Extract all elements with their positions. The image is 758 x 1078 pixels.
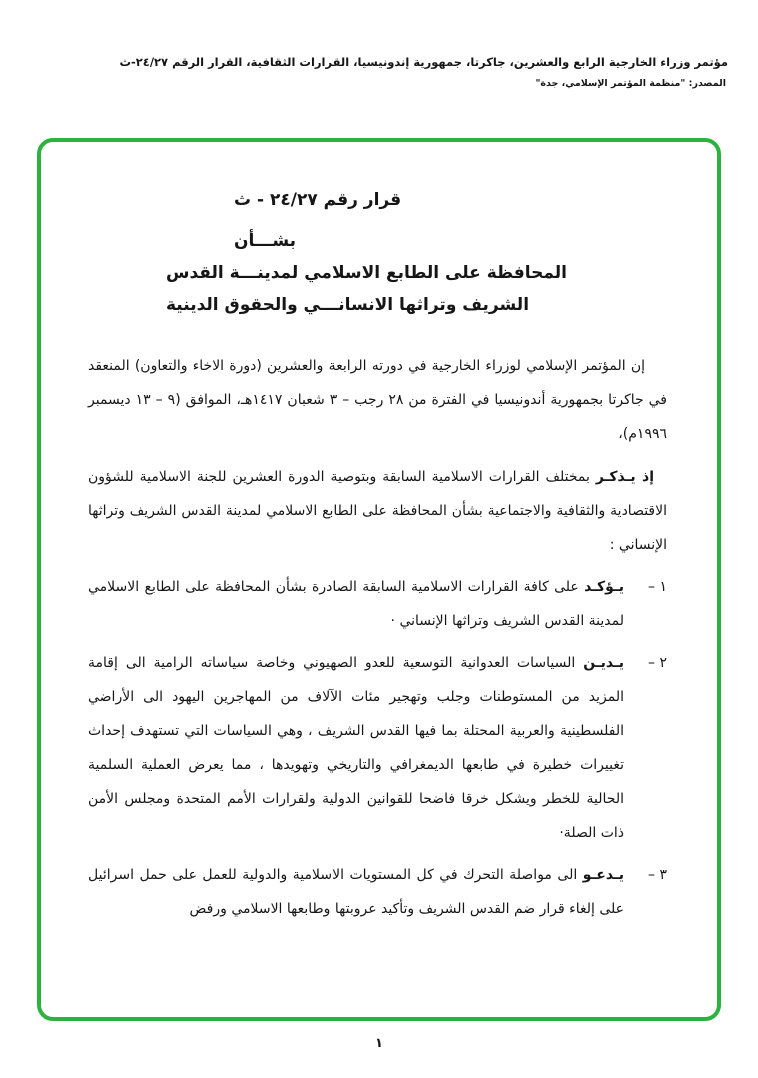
source-line: المصدر: "منظمة المؤتمر الإسلامي، جدة"	[535, 78, 726, 89]
item-1-lead-word: يـؤكـد	[584, 579, 624, 595]
item-2-number: ٢ –	[648, 655, 667, 671]
resolution-title	[88, 184, 667, 321]
resolution-item-2	[88, 646, 667, 850]
item-2-lead-word: يـديـن	[583, 655, 624, 671]
item-2-text: السياسات العدوانية التوسعية للعدو الصهيوني وخاصة سياساته الرامية الى إقامة المزيد من المستوطنات وجلب وتهجير مئات الآلاف من المهاجرين اليهود الى الأراضي الفلسطينية والعربية المحتلة بما فيها القدس الشريف ، وهي السياسات التي تستهدف إحداث تغييرات خطيرة في طابعها الديمغرافي والتاريخي وتهويدها ، مما يعرض العملية السلمية الحالية للخطر ويشكل خرقا فاضحا للقوانين الدولية ولقرارات الأمم المتحدة ومجلس الأمن ذات الصلة·	[88, 655, 624, 841]
recital-text: بمختلف القرارات الاسلامية السابقة وبتوصية الدورة العشرين للجنة الاسلامية للشؤون الاقتصادية والثقافية والاجتماعية بشأن المحافظة على الطابع الاسلامي لمدينة القدس الشريف وتراثها الإنساني :	[88, 469, 667, 553]
item-1-text: على كافة القرارات الاسلامية السابقة الصادرة بشأن المحافظة على الطابع الاسلامي لمدينة القدس الشريف وتراثها الإنساني ·	[88, 579, 624, 629]
item-2-text-block	[88, 646, 624, 850]
page-number: ١	[375, 1036, 383, 1051]
item-3-lead-word: يـدعـو	[582, 867, 624, 883]
item-1-number: ١ –	[648, 579, 667, 595]
document-header	[119, 55, 728, 89]
citation-line: مؤتمر وزراء الخارجية الرابع والعشرين، جاكرتا، جمهورية إندونيسيا، القرارات الثقافية، القرار الرقم ٢٤/٢٧-ث	[119, 55, 728, 69]
resolution-number-line: قرار رقم ٢٤/٢٧ - ث	[234, 190, 402, 210]
resolution-item-3	[88, 858, 667, 926]
item-3-text-block	[88, 858, 624, 926]
title-regarding-line: بشـــأن	[234, 231, 297, 251]
resolution-item-1	[88, 570, 667, 638]
item-3-text: الى مواصلة التحرك في كل المستويات الاسلامية والدولية للعمل على حمل اسرائيل على إلغاء قرار ضم القدس الشريف وتأكيد عروبتها وطابعها الاسلامي ورفض	[88, 867, 624, 917]
resolution-items	[88, 570, 667, 926]
recital-lead-word: إذ يـذكـر	[595, 469, 655, 485]
title-subject-line-2: الشريف وتراثها الانسانـــي والحقوق الدينية	[166, 295, 530, 315]
item-3-number: ٣ –	[648, 867, 667, 883]
recital-paragraph	[88, 460, 667, 562]
document-frame	[37, 138, 721, 1021]
document-body	[41, 142, 717, 926]
title-subject-line-1: المحافظة على الطابع الاسلامي لمدينـــة القدس	[166, 263, 567, 283]
item-1-text-block	[88, 570, 624, 638]
preamble-paragraph: إن المؤتمر الإسلامي لوزراء الخارجية في دورته الرابعة والعشرين (دورة الاخاء والتعاون) المنعقد في جاكرتا بجمهورية أندونيسيا في الفترة من ٢٨ رجب – ٣ شعبان ١٤١٧هـ، الموافق (٩ – ١٣ ديسمبر ١٩٩٦م)،	[88, 358, 667, 442]
